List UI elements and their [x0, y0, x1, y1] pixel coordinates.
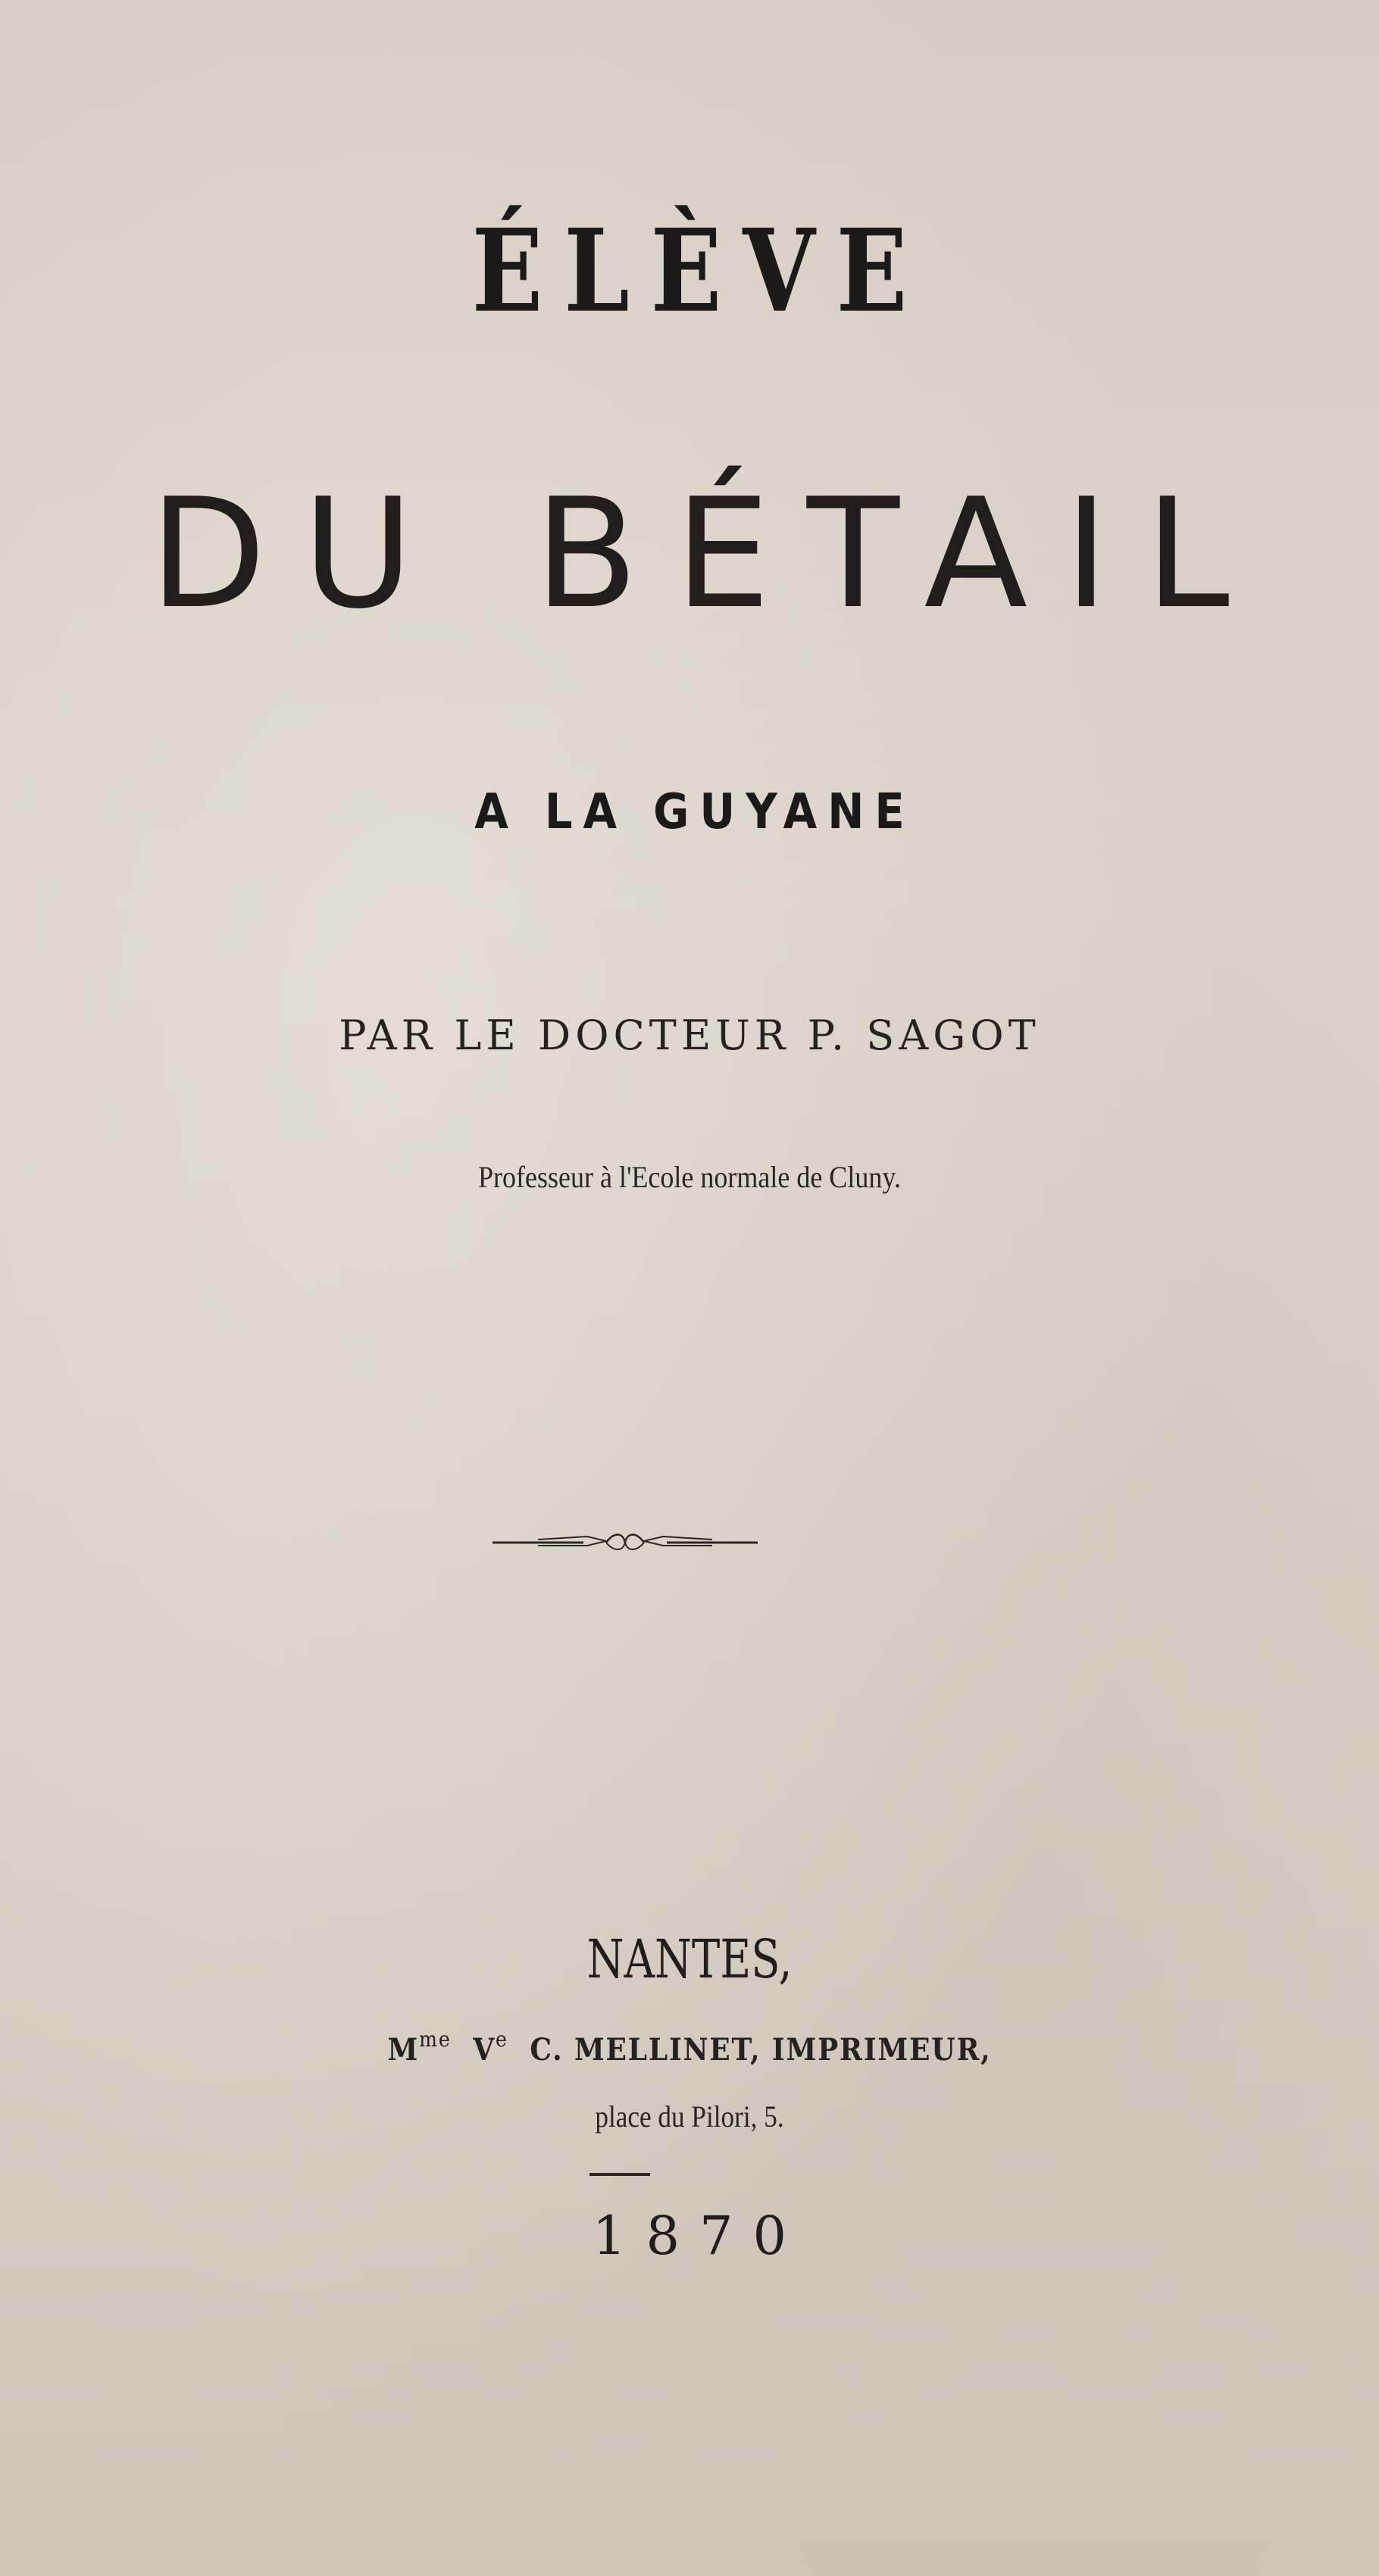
imprint-year: 1870: [592, 2205, 807, 2267]
subtitle: A LA GUYANE: [474, 784, 915, 840]
title-line-1: ÉLÈVE: [471, 205, 929, 338]
author-byline: PAR LE DOCTEUR P. SAGOT: [339, 1011, 1040, 1059]
imprint-address: place du Pilori, 5.: [595, 2099, 784, 2134]
author-affiliation: Professeur à l'Ecole normale de Cluny.: [478, 1160, 901, 1194]
printer-name: C. MELLINET, IMPRIMEUR,: [530, 2032, 992, 2068]
typographic-ornament-icon: [492, 1529, 758, 1556]
printer-m: M: [387, 2032, 420, 2068]
imprint-city: NANTES,: [586, 1928, 793, 1990]
title-line-2: DU BÉTAIL: [149, 466, 1266, 642]
printer-me: me: [419, 2027, 452, 2052]
separator-rule: [589, 2173, 650, 2176]
imprint-printer: [69, 2027, 1310, 2068]
printer-v: V: [473, 2032, 496, 2068]
printer-ve: e: [495, 2027, 508, 2052]
